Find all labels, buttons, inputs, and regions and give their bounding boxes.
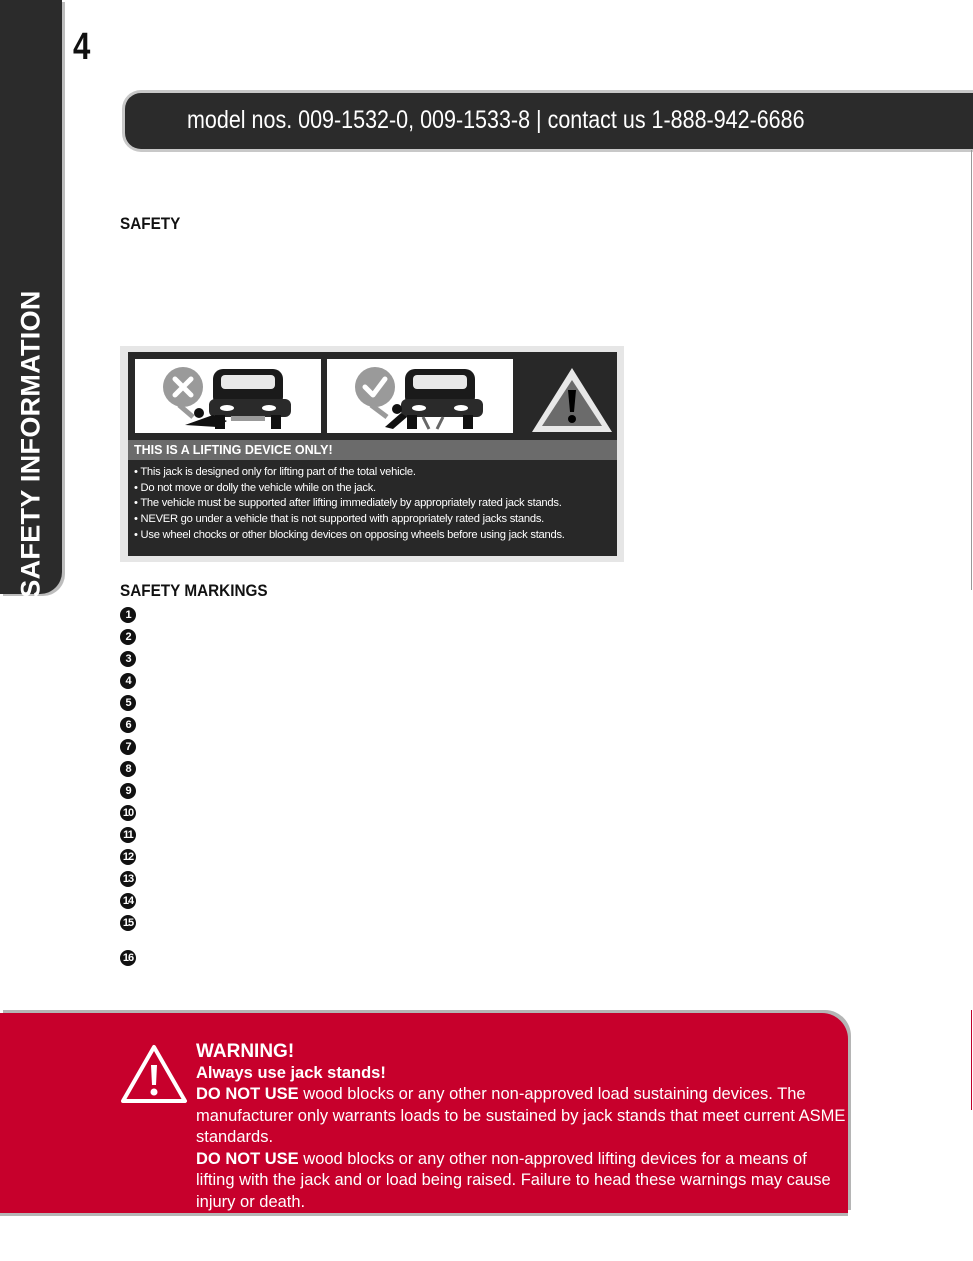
warning-text-1: wood blocks or any other non-approved load sustaining devices. The manufacturer only warrants loads to be sustained by jack stands that meet current ASME standards.	[196, 1085, 846, 1146]
safety-markings-heading: SAFETY MARKINGS	[120, 581, 268, 600]
marking-number: 13	[120, 871, 136, 887]
marking-number: 6	[120, 717, 136, 733]
sidebar-label: SAFETY INFORMATION	[15, 290, 46, 598]
do-not-use-label: DO NOT USE	[196, 1085, 299, 1103]
label-bullet: • Do not move or dolly the vehicle while on the jack.	[134, 481, 565, 497]
marking-item	[120, 805, 137, 822]
marking-item	[120, 739, 137, 756]
lifting-device-label	[120, 346, 624, 562]
sidebar-tab	[0, 0, 62, 598]
marking-number: 8	[120, 761, 136, 777]
correct-usage-illustration	[327, 359, 513, 433]
marking-number: 10	[120, 805, 136, 821]
marking-number: 3	[120, 651, 136, 667]
label-bullet: • This jack is designed only for lifting part of the total vehicle.	[134, 465, 565, 481]
warning-panel	[0, 1013, 848, 1213]
warning-text	[196, 1041, 846, 1213]
marking-item	[120, 695, 137, 712]
warning-heading: WARNING!	[196, 1041, 295, 1062]
marking-item	[120, 761, 137, 778]
marking-item	[120, 893, 137, 910]
safety-heading: SAFETY	[120, 214, 181, 233]
marking-item	[120, 783, 137, 800]
label-bullet: • NEVER go under a vehicle that is not supported with appropriately rated jacks stands.	[134, 512, 565, 528]
marking-item	[120, 673, 137, 690]
label-title: THIS IS A LIFTING DEVICE ONLY!	[128, 440, 617, 460]
marking-item	[120, 871, 137, 888]
marking-item	[120, 849, 137, 866]
marking-item	[120, 717, 137, 734]
marking-number: 9	[120, 783, 136, 799]
marking-number: 15	[120, 915, 136, 931]
warning-text-2: wood blocks or any other non-approved lifting devices for a means of lifting with the jack and or load being raised. Failure to head these warnings may cause injury or death.	[196, 1149, 831, 1211]
page-number: 4	[73, 26, 91, 68]
header-text: model nos. 009-1532-0, 009-1533-8 | contact us 1-888-942-6686	[187, 106, 805, 134]
marking-item	[120, 651, 137, 668]
warning-paragraph-1	[196, 1084, 846, 1149]
marking-number: 5	[120, 695, 136, 711]
right-edge-accent	[971, 1010, 972, 1110]
warning-triangle-icon	[120, 1043, 188, 1105]
caution-triangle-icon	[530, 366, 614, 434]
marking-number: 11	[120, 827, 136, 843]
marking-item	[120, 629, 137, 646]
marking-number: 16	[120, 950, 136, 966]
label-inner	[128, 352, 617, 556]
marking-number: 7	[120, 739, 136, 755]
right-edge-line	[971, 150, 972, 590]
marking-number: 2	[120, 629, 136, 645]
marking-item	[120, 607, 137, 624]
label-bullet: • The vehicle must be supported after lifting immediately by appropriately rated jack stands.	[134, 496, 565, 512]
marking-number: 14	[120, 893, 136, 909]
marking-number: 12	[120, 849, 136, 865]
marking-item	[120, 950, 137, 967]
bottom-rule	[0, 1213, 848, 1216]
incorrect-usage-illustration	[135, 359, 321, 433]
do-not-use-label: DO NOT USE	[196, 1149, 299, 1168]
header-bar	[125, 93, 973, 149]
warning-subheading: Always use jack stands!	[196, 1063, 386, 1082]
marking-number: 4	[120, 673, 136, 689]
marking-item	[120, 827, 137, 844]
label-bullet: • Use wheel chocks or other blocking devices on opposing wheels before using jack stands.	[134, 528, 565, 544]
marking-item	[120, 915, 137, 932]
warning-paragraph-2	[196, 1149, 846, 1214]
label-bullets	[134, 465, 565, 544]
marking-number: 1	[120, 607, 136, 623]
